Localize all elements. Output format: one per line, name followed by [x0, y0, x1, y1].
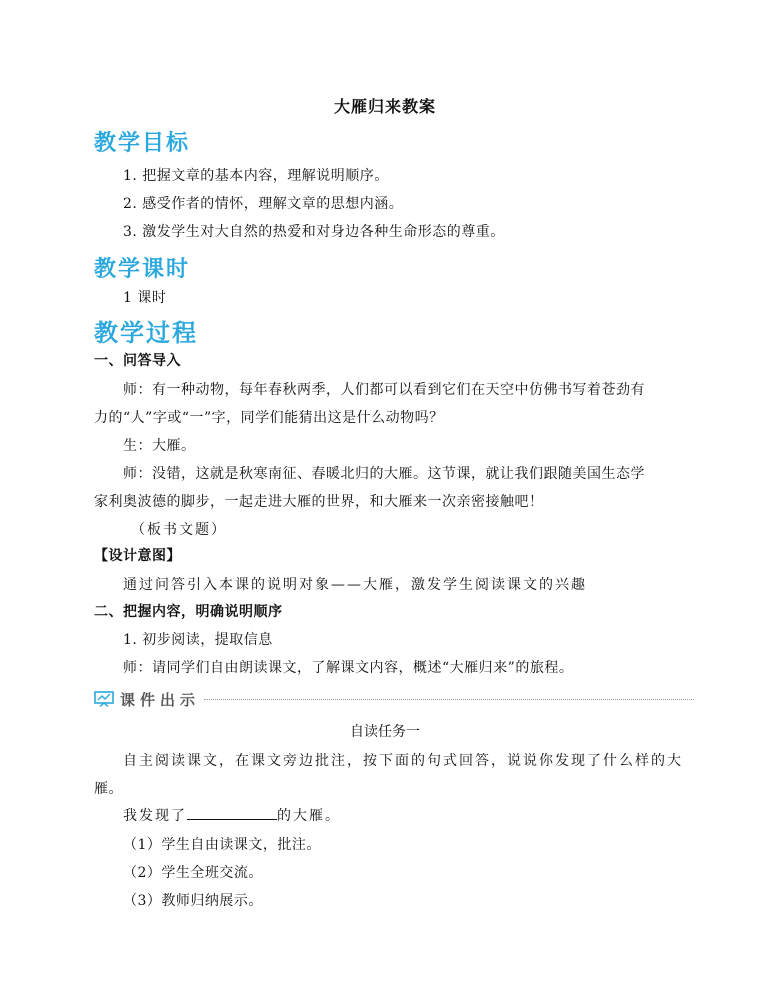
- teacher-question-line1: 师：有一种动物，每年春秋两季，人们都可以看到它们在天空中仿佛书写着苍劲有: [123, 382, 645, 398]
- objective-item-2: 2. 感受作者的情怀，理解文章的思想内涵。: [123, 196, 404, 212]
- courseware-banner: [94, 689, 694, 709]
- dotted-divider: [204, 699, 694, 700]
- step-1: （1）学生自由读课文，批注。: [123, 837, 321, 853]
- step-3: （3）教师归纳展示。: [123, 893, 263, 909]
- objective-item-3: 3. 激发学生对大自然的热爱和对身边各种生命形态的尊重。: [123, 224, 505, 240]
- hours-heading: 教学课时: [94, 257, 191, 282]
- sentence-suffix: 的大雁。: [277, 808, 341, 824]
- design-intent-text: 通过问答引入本课的说明对象——大雁，激发学生阅读课文的兴趣: [123, 577, 587, 593]
- process-heading: 教学过程: [94, 319, 198, 347]
- task-line1: 自主阅读课文，在课文旁边批注，按下面的句式回答，说说你发现了什么样的大: [123, 753, 683, 769]
- presentation-board-icon: [94, 691, 114, 707]
- part2-step1: 1. 初步阅读，提取信息: [123, 632, 273, 648]
- part1-heading: 一、问答导入: [94, 353, 181, 369]
- hours-value: 1 课时: [123, 290, 167, 306]
- objective-item-1: 1. 把握文章的基本内容，理解说明顺序。: [123, 168, 389, 184]
- task-line2: 雁。: [94, 781, 123, 797]
- board-note: （板书文题）: [131, 522, 227, 538]
- objectives-heading: 教学目标: [94, 131, 191, 156]
- teacher-instruction: 师：请同学们自由朗读课文，了解课文内容，概述“大雁归来”的旅程。: [123, 660, 574, 676]
- answer-blank: [187, 807, 277, 820]
- design-intent-heading: 【设计意图】: [94, 548, 181, 564]
- courseware-label: 课件出示: [120, 691, 201, 709]
- fill-sentence: [123, 805, 341, 825]
- part2-heading: 二、把握内容，明确说明顺序: [94, 604, 283, 620]
- teacher-reply-line1: 师：没错，这就是秋寒南征、春暖北归的大雁。这节课，就让我们跟随美国生态学: [123, 466, 645, 482]
- teacher-reply-line2: 家利奥波德的脚步，一起走进大雁的世界，和大雁来一次亲密接触吧！: [94, 494, 544, 510]
- sentence-prefix: 我发现了: [123, 808, 187, 824]
- student-answer: 生：大雁。: [123, 438, 196, 454]
- step-2: （2）学生全班交流。: [123, 865, 263, 881]
- teacher-question-line2: 力的“人”字或“一”字，同学们能猜出这是什么动物吗？: [94, 410, 444, 426]
- task-title: 自读任务一: [350, 724, 420, 740]
- document-title: 大雁归来教案: [333, 97, 436, 116]
